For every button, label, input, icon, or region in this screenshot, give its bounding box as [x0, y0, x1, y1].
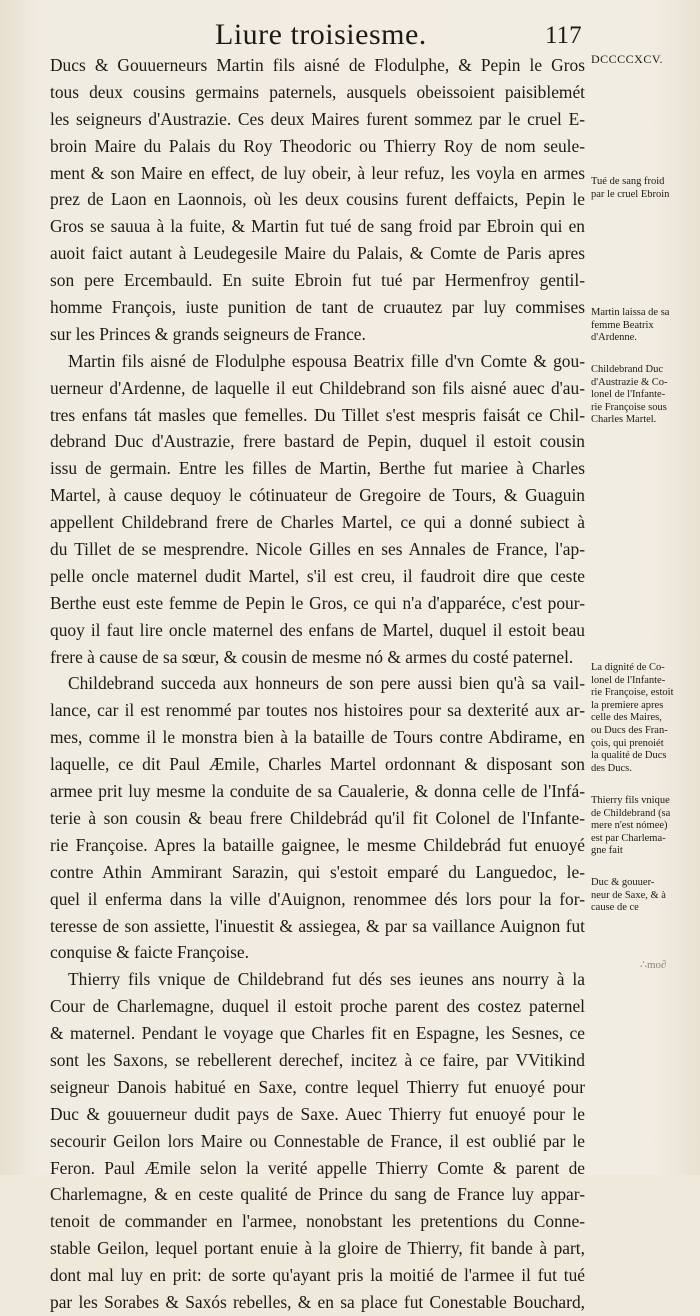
text-line: tous deux cousins germains paternels, ausquels obeissoient paisiblemét: [50, 81, 585, 102]
margin-note-line: femme Beatrix: [591, 319, 654, 331]
text-line: tres enfans tát masles que femelles. Du Tillet s'est mespris faisát ce Chil-: [50, 404, 585, 425]
margin-note-line: Martin laissa de sa: [591, 307, 670, 318]
text-line: lance, car il est renommé par toutes nos histoires pour sa dexterité aux ar-: [50, 700, 585, 721]
text-line: Martin fils aisné de Flodulphe espousa Beatrix fille d'vn Comte & gou-: [68, 350, 585, 371]
text-line: homme François, iuste punition de tant de cruautez par luy commises: [50, 297, 585, 318]
margin-note-line: rie Françoise, estoit: [591, 687, 674, 699]
text-line: prez de Laon en Laonnois, où les deux cousins furent deffaicts, Pepin le: [50, 189, 585, 210]
text-line: Charlemagne, & en ceste qualité de Prince du sang de France luy appar-: [50, 1184, 585, 1205]
margin-note-line: la premiere apres: [591, 699, 664, 711]
margin-note-line: Charles Martel.: [591, 414, 657, 426]
text-line: mes, comme il le monstra bien à la bataille de Tours contre Abdirame, en: [50, 727, 585, 748]
text-line: dont mal luy en prit: de sorte qu'ayant pris la moitié de l'armee il fut tué: [50, 1265, 585, 1286]
margin-note-line: çois, qui prenoiét: [591, 737, 664, 749]
margin-note-line: neur de Saxe, & à: [591, 889, 666, 901]
margin-note-line: d'Austrazie & Co-: [591, 376, 668, 388]
text-line: auoit faict autant à Leudegesile Maire du Palais, & Comte de Paris apres: [50, 243, 585, 264]
text-line: les seigneurs d'Austrazie. Ces deux Maires furent sommez par le cruel E-: [50, 108, 585, 129]
body-text: [50, 52, 585, 1316]
margin-note-line: Thierry fils vnique: [591, 795, 670, 806]
text-line: Gros se sauua à la fuite, & Martin fut tué de sang froid par Ebroin qui en: [50, 216, 585, 237]
text-line: broin Maire du Palais du Roy Theodoric ou Thierry Roy de nom seule-: [50, 135, 585, 156]
running-title: Liure troisiesme.: [215, 18, 427, 51]
text-line: par les Sorabes & Saxós rebelles, & en sa place fut Conestable Bouchard,: [50, 1291, 585, 1312]
margin-note-line: la qualité de Ducs: [591, 750, 667, 762]
margin-note-dignite: [591, 662, 683, 775]
text-line: du Tillet de se mesprendre. Nicole Gilles en ses Annales de France, l'ap-: [50, 539, 585, 560]
margin-note-ebroin: [591, 176, 683, 201]
margin-note-line: lonel de l'Infante-: [591, 674, 666, 686]
text-line: Childebrand succeda aux honneurs de son pere aussi bien qu'à sa vail-: [68, 673, 585, 694]
margin-note-line: est par Charlema-: [591, 832, 666, 844]
text-line: Thierry fils vnique de Childebrand fut dés ses ieunes ans nourry à la: [68, 969, 585, 990]
text-line: tenoit de commander en l'armee, nonobstant les pretentions du Conne-: [50, 1211, 585, 1232]
margin-note-line: par le cruel Ebroin: [591, 188, 670, 200]
margin-note-line: Childebrand Duc: [591, 364, 664, 375]
margin-note-line: de Childebrand (sa: [591, 807, 671, 819]
text-line: sont les Saxons, se rebellerent derechef, incitez à ce faire, par VVitikind: [50, 1049, 585, 1070]
margin-note-line: mere n'est nómee): [591, 820, 668, 832]
margin-note-line: gne fait: [591, 845, 623, 857]
text-line: frere à cause de sa sœur, & cousin de mesme nó & armes du costé paternel.: [50, 646, 574, 667]
text-line: Martel, à cause dequoy le cótinuateur de Gregoire de Tours, & Guaguin: [50, 485, 585, 506]
text-line: uerneur d'Ardenne, de laquelle il eut Childebrand son fils aisné auec d'au-: [50, 377, 585, 398]
text-line: Duc & gouuerneur dudit pays de Saxe. Auec Thierry fut enuoyé pour le: [50, 1103, 585, 1124]
text-line: sur les Princes & grands seigneurs de France.: [50, 323, 366, 344]
text-line: seigneur Danois habitué en Saxe, contre lequel Thierry fut enuoyé pour: [50, 1076, 585, 1097]
margin-note-line: lonel de l'Infante-: [591, 389, 666, 401]
margin-note-thierry: [591, 795, 683, 858]
margin-note-line: La dignité de Co-: [591, 662, 665, 673]
text-line: laquelle, ce dit Paul Æmile, Charles Martel ordonnant & disposant son: [50, 754, 585, 775]
text-line: armee prit luy mesme la conduite de sa Caualerie, & donna celle de l'Infá-: [50, 781, 585, 802]
margin-note-line: rie Françoise sous: [591, 401, 667, 413]
text-line: debrand Duc d'Austrazie, frere bastard de Pepin, duquel il estoit cousin: [50, 431, 585, 452]
margin-note-saxe: [591, 877, 683, 915]
text-line: appellent Childebrand frere de Charles Martel, ce qui a donné subiect à: [50, 512, 585, 533]
text-line: secourir Geilon lors Maire ou Connestable de France, il est oublié par le: [50, 1130, 585, 1151]
margin-note-line: Tué de sang froid: [591, 176, 665, 187]
margin-note-line: ou Ducs des Fran-: [591, 724, 668, 736]
margin-note-line: cause de ce: [591, 902, 639, 914]
text-line: Cour de Charlemagne, duquel il estoit proche parent des costez paternel: [50, 996, 585, 1017]
text-line: terie à son cousin & beau frere Childebrád qu'il fit Colonel de l'Infante-: [50, 807, 585, 828]
text-line: contre Athin Ammirant Sarazin, qui s'estoit emparé du Languedoc, le-: [50, 861, 585, 882]
text-line: stable Geilon, lequel portant enuie à la gloire de Thierry, fit bande à part,: [50, 1238, 585, 1259]
margin-note-childebrand: [591, 364, 683, 427]
text-line: Feron. Paul Æmile selon la verité appelle Thierry Comte & parent de: [50, 1157, 585, 1178]
text-line: conquise & faicte Françoise.: [50, 942, 249, 963]
text-line: quel il enferma dans la ville d'Auignon, renommee dés lors pour la for-: [50, 888, 585, 909]
margin-note-line: celle des Maires,: [591, 712, 662, 724]
text-line: Berthe eust este femme de Pepin le Gros, ce qui n'a d'apparéce, c'est pour-: [50, 592, 585, 613]
text-line: ment & son Maire en effect, de luy obeir, à leur refuz, les voyla en armes: [50, 162, 585, 183]
year-marker: DCCCCXCV.: [591, 52, 663, 66]
text-line: teresse de son assiette, l'inuestit & assiegea, & par sa vaillance Auignon fut: [50, 915, 585, 936]
page-number: 117: [545, 22, 582, 49]
faded-ink-mark: ∴mo∂: [640, 959, 667, 971]
text-line: Ducs & Gouuerneurs Martin fils aisné de Flodulphe, & Pepin le Gros: [50, 55, 585, 75]
margin-note-line: des Ducs.: [591, 762, 632, 774]
text-line: rie Françoise. Apres la bataille gaignee, le mesme Childebrád fut enuoyé: [50, 834, 585, 855]
text-line: quoy il faut lire oncle maternel des enfans de Martel, duquel il estoit beau: [50, 619, 585, 640]
text-line: issu de germain. Entre les filles de Martin, Berthe fut mariee à Charles: [50, 458, 585, 479]
text-line: son pere Ercembauld. En suite Ebroin fut tué par Hermenfroy gentil-: [50, 270, 585, 291]
margin-note-line: Duc & gouuer-: [591, 877, 655, 888]
margin-note-line: d'Ardenne.: [591, 332, 637, 344]
text-line: & maternel. Pendant le voyage que Charles fit en Espagne, les Sesnes, ce: [50, 1023, 585, 1044]
text-line: pelle oncle maternel dudit Martel, s'il est creu, il faudroit dire que ceste: [50, 565, 585, 586]
margin-note-beatrix: [591, 307, 683, 345]
